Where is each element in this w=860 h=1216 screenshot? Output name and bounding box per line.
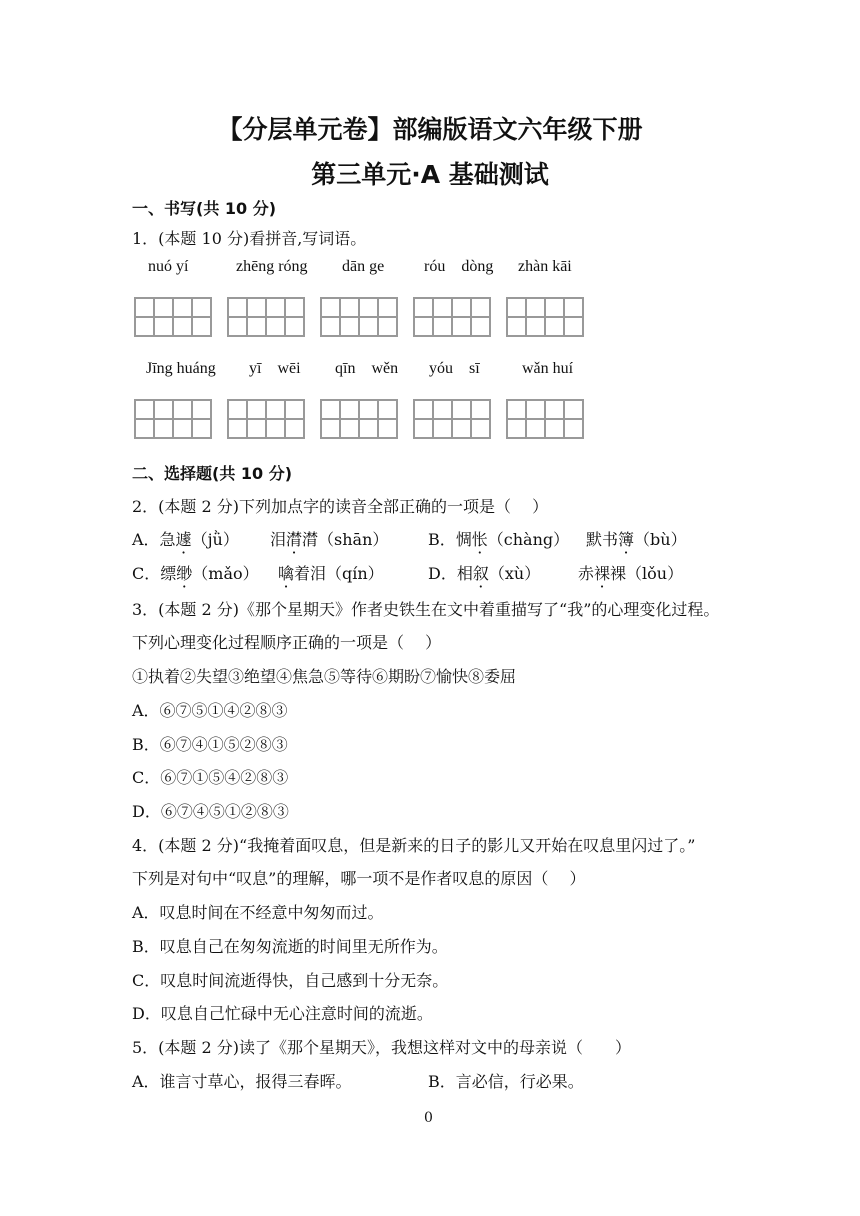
- q2-option-a-2: 泪潸潸（shān）: [270, 527, 388, 550]
- q2-option-b[interactable]: B．惆怅（chàng）: [428, 527, 569, 550]
- pinyin-label: róu dòng: [424, 258, 494, 275]
- q4-option-b[interactable]: B．叹息自己在匆匆流逝的时间里无所作为。: [132, 937, 448, 956]
- q2-option-c[interactable]: C．缥缈（mǎo）: [132, 561, 259, 584]
- q2-option-c-2: 噙着泪（qín）: [278, 561, 384, 584]
- writing-grid[interactable]: [227, 297, 303, 337]
- page-number: 0: [424, 1110, 433, 1126]
- writing-grid[interactable]: [134, 297, 210, 337]
- dotted-char: 怅: [471, 530, 488, 549]
- q4-option-d[interactable]: D．叹息自己忙碌中无心注意时间的流逝。: [132, 1004, 433, 1023]
- dotted-char: 遽: [175, 530, 192, 549]
- writing-grid[interactable]: [506, 297, 582, 337]
- writing-grid[interactable]: [134, 399, 210, 439]
- q2-option-b-2: 默书簿（bù）: [586, 527, 687, 550]
- dotted-char: 裸: [594, 564, 611, 583]
- title-line1: 【分层单元卷】部编版语文六年级下册: [217, 115, 643, 144]
- dotted-char: 潸: [286, 530, 303, 549]
- dotted-char: 簿: [618, 530, 635, 549]
- q5-option-b[interactable]: B．言必信，行必果。: [428, 1072, 584, 1091]
- writing-grid[interactable]: [227, 399, 303, 439]
- q4-option-a[interactable]: A．叹息时间在不经意中匆匆而过。: [132, 903, 384, 922]
- pinyin-label: zhàn kāi: [518, 258, 572, 275]
- section1-heading: 一、书写(共 10 分): [132, 199, 277, 218]
- q2-option-d[interactable]: D．相叙（xù）: [428, 561, 540, 584]
- writing-grid[interactable]: [413, 399, 489, 439]
- writing-grid[interactable]: [320, 297, 396, 337]
- q3-option-c[interactable]: C．⑥⑦①⑤④②⑧③: [132, 768, 289, 787]
- question-4-line1: 4．(本题 2 分)“我掩着面叹息，但是新来的日子的影儿又开始在叹息里闪过了。”: [132, 836, 696, 855]
- dotted-char: 叙: [472, 564, 489, 583]
- section2-heading: 二、选择题(共 10 分): [132, 464, 293, 483]
- q3-option-b[interactable]: B．⑥⑦④①⑤②⑧③: [132, 735, 288, 754]
- q4-option-c[interactable]: C．叹息时间流逝得快，自己感到十分无奈。: [132, 971, 449, 990]
- question-3-line1: 3．(本题 2 分)《那个星期天》作者史铁生在文中着重描写了“我”的心理变化过程。: [132, 600, 720, 619]
- q5-option-a[interactable]: A．谁言寸草心，报得三春晖。: [132, 1072, 352, 1091]
- question-4-line2: 下列是对句中“叹息”的理解，哪一项不是作者叹息的原因（ ）: [132, 869, 586, 888]
- q2-option-d-2: 赤裸裸（lǒu）: [578, 561, 683, 584]
- pinyin-label: zhēng róng: [236, 258, 308, 275]
- writing-grid[interactable]: [506, 399, 582, 439]
- question-1: 1．(本题 10 分)看拼音,写词语。: [132, 229, 367, 248]
- pinyin-label: yóu sī: [429, 360, 480, 377]
- pinyin-label: Jīng huáng: [146, 360, 216, 377]
- question-3-line2: 下列心理变化过程顺序正确的一项是（ ）: [132, 633, 442, 652]
- title-line2: 第三单元·A 基础测试: [311, 160, 549, 189]
- pinyin-label: dān ge: [342, 258, 385, 275]
- dotted-char: 噙: [278, 564, 295, 583]
- q3-option-d[interactable]: D．⑥⑦④⑤①②⑧③: [132, 802, 289, 821]
- q3-option-a[interactable]: A．⑥⑦⑤①④②⑧③: [132, 701, 288, 720]
- dotted-char: 缈: [176, 564, 193, 583]
- question-5: 5．(本题 2 分)读了《那个星期天》，我想这样对文中的母亲说（ ）: [132, 1038, 632, 1057]
- question-3-line3: ①执着②失望③绝望④焦急⑤等待⑥期盼⑦愉快⑧委屈: [132, 667, 517, 686]
- pinyin-label: nuó yí: [148, 258, 189, 275]
- pinyin-label: yī wēi: [249, 360, 301, 377]
- q2-option-a[interactable]: A．急遽（jǜ）: [132, 527, 239, 550]
- pinyin-label: qīn wěn: [335, 360, 399, 377]
- pinyin-label: wǎn huí: [522, 360, 574, 377]
- writing-grid[interactable]: [320, 399, 396, 439]
- writing-grid[interactable]: [413, 297, 489, 337]
- question-2: 2．(本题 2 分)下列加点字的读音全部正确的一项是（ ）: [132, 497, 549, 516]
